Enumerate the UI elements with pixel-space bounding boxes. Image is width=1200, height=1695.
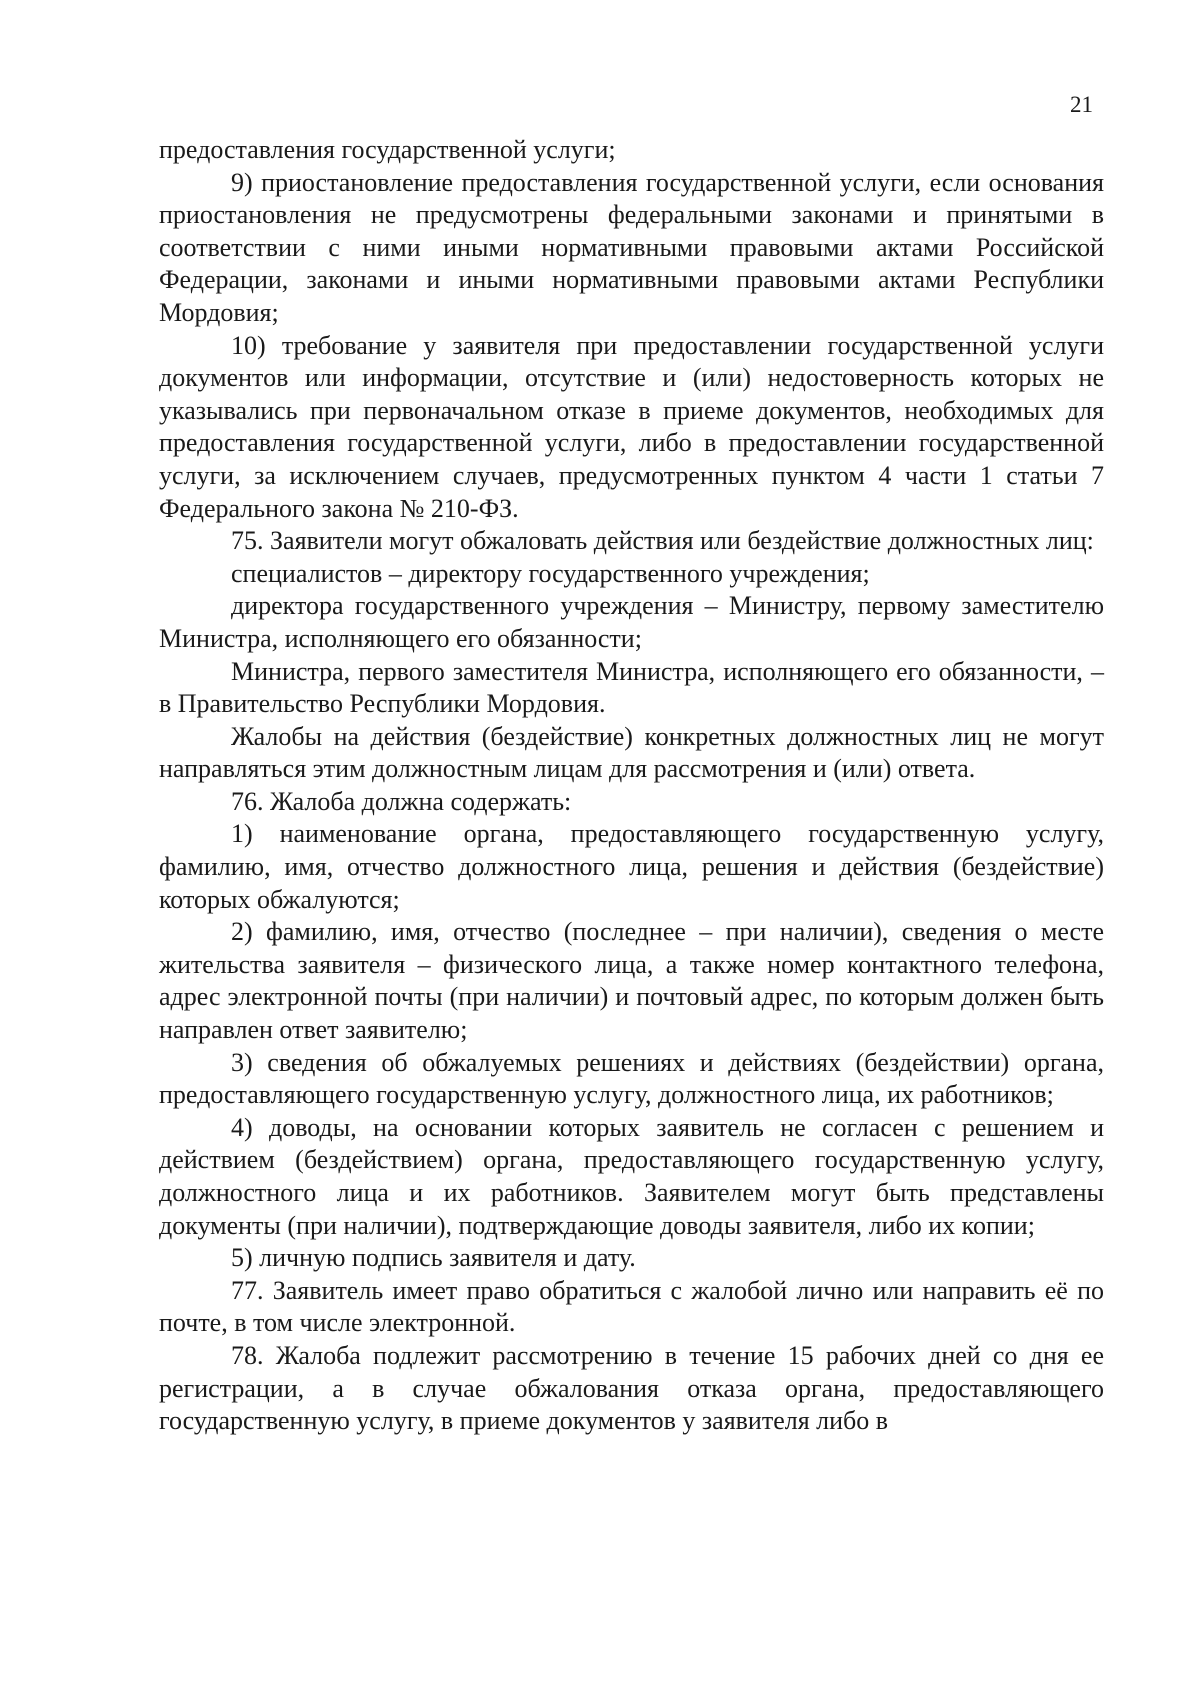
paragraph-item-1: 1) наименование органа, предоставляющего государственную услугу, фамилию, имя, отчество должностного лица, решения и действия (бездействие) которых обжалуются; [159, 819, 1104, 914]
paragraph-clause-75: 75. Заявители могут обжаловать действия или бездействие должностных лиц: [231, 526, 1094, 556]
paragraph-clause-76: 76. Жалоба должна содержать: [231, 786, 572, 816]
paragraph-item-4: 4) доводы, на основании которых заявитель не согласен с решением и действием (бездействием) органа, предоставляющего государственную услугу, должностного лица и их работников. Заявителем могут быть представлены документы (при наличии), подтверждающие доводы заявителя, либо их копии; [159, 1112, 1104, 1240]
paragraph-complaints-restriction: Жалобы на действия (бездействие) конкретных должностных лиц не могут направляться этим должностным лицам для рассмотрения и (или) ответа. [159, 721, 1104, 784]
paragraph-appeal-specialists: специалистов – директору государственного учреждения; [231, 558, 870, 588]
paragraph-appeal-director: директора государственного учреждения – Министру, первому заместителю Министра, исполняющего его обязанности; [159, 591, 1104, 653]
paragraph-item-10: 10) требование у заявителя при предоставлении государственной услуги документов или информации, отсутствие и (или) недостоверность которых не указывались при первоначальном отказе в приеме документов, необходимых для предоставления государственной услуги, либо в предоставлении государственной услуги, за исключением случаев, предусмотренных пунктом 4 части 1 статьи 7 Федерального закона № 210-ФЗ. [159, 330, 1104, 523]
document-body [159, 134, 1104, 1438]
paragraph-clause-78: 78. Жалоба подлежит рассмотрению в течение 15 рабочих дней со дня ее регистрации, а в случае обжалования отказа органа, предоставляющего государственную услугу, в приеме документов у заявителя либо в [159, 1340, 1104, 1436]
paragraph-item-3: 3) сведения об обжалуемых решениях и действиях (бездействии) органа, предоставляющего государственную услугу, должностного лица, их работников; [159, 1047, 1104, 1110]
paragraph-continuation: предоставления государственной услуги; [159, 135, 616, 164]
paragraph-clause-77: 77. Заявитель имеет право обратиться с жалобой лично или направить её по почте, в том числе электронной. [159, 1275, 1104, 1338]
paragraph-item-9: 9) приостановление предоставления государственной услуги, если основания приостановления не предусмотрены федеральными законами и принятыми в соответствии с ними иными нормативными правовыми актами Российской Федерации, законами и иными нормативными правовыми актами Республики Мордовия; [159, 167, 1104, 327]
page-number: 21 [1070, 92, 1093, 117]
paragraph-appeal-minister: Министра, первого заместителя Министра, исполняющего его обязанности, – в Правительство Республики Мордовия. [159, 656, 1104, 719]
paragraph-item-2: 2) фамилию, имя, отчество (последнее – при наличии), сведения о месте жительства заявителя – физического лица, а также номер контактного телефона, адрес электронной почты (при наличии) и почтовый адрес, по которым должен быть направлен ответ заявителю; [159, 917, 1104, 1045]
paragraph-item-5: 5) личную подпись заявителя и дату. [231, 1243, 636, 1273]
